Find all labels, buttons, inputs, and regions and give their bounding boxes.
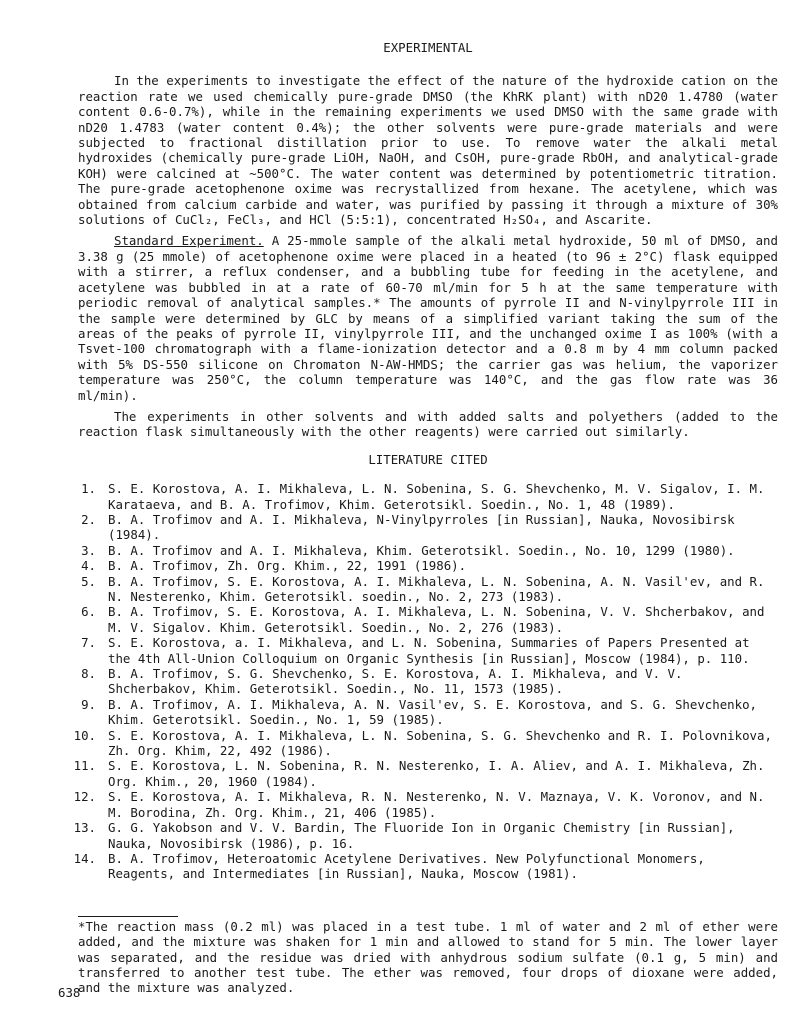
reference-number: 3. xyxy=(81,542,96,558)
reference-number: 8. xyxy=(81,666,96,682)
footnote: *The reaction mass (0.2 ml) was placed in a test tube. 1 ml of water and 2 ml of ether were added, and the mixture was shaken for 1 min and allowed to stand for 5 min. The lower layer was separated, and the residue was dried with anhydrous sodium sulfate (0.1 g, 5 min) and transferred to another test tube. The ether was removed, four drops of dioxane were added, and the mixture was analyzed. xyxy=(78,918,778,996)
reference-text: B. A. Trofimov, S. E. Korostova, A. I. Mikhaleva, L. N. Sobenina, A. N. Vasil'ev, and R. N. Nesterenko, Khim. Geterotsikl. soedin., No. 2, 273 (1983). xyxy=(108,573,765,604)
reference-number: 12. xyxy=(73,789,96,805)
reference-item xyxy=(73,850,778,882)
reference-item xyxy=(78,697,778,728)
reference-number: 7. xyxy=(81,635,96,651)
reference-number: 5. xyxy=(81,573,96,589)
reference-item xyxy=(78,666,778,697)
reference-text: B. A. Trofimov, Zh. Org. Khim., 22, 1991 (1986). xyxy=(108,558,467,574)
reference-text: S. E. Korostova, A. I. Mikhaleva, L. N. Sobenina, S. G. Shevchenko, M. V. Sigalov, I. M. Karataeva, and B. A. Trofimov, Khim. Geterotsikl. Soedin., No. 1, 48 (1989). xyxy=(108,481,765,512)
reference-text: S. E. Korostova, A. I. Mikhaleva, R. N. Nesterenko, N. V. Maznaya, V. K. Voronov, and N. M. Borodina, Zh. Org. Khim., 21, 406 (1985). xyxy=(108,789,765,820)
reference-item xyxy=(78,604,778,635)
reference-text: B. A. Trofimov, S. G. Shevchenko, S. E. Korostova, A. I. Mikhaleva, and V. V. Shcherbakov, Khim. Geterotsikl. Soedin., No. 11, 1573 (1985). xyxy=(108,666,683,697)
reference-text: B. A. Trofimov and A. I. Mikhaleva, N-Vinylpyrroles [in Russian], Nauka, Novosibirsk (1984). xyxy=(108,511,735,543)
standard-experiment-body: A 25-mmole sample of the alkali metal hydroxide, 50 ml of DMSO, and 3.38 g (25 mmole) of acetophenone oxime were placed in a heated (to 96 ± 2°C) flask equipped with a stirrer, a reflux condenser, and a bubbling tube for feeding in the acetylene, and acetylene was bubbled in at a rate of 60-70 ml/min for 5 h at the same temperature with periodic removal of analytical samples.* The amounts of pyrrole II and N-vinylpyrrole III in the sample were determined by GLC by means of a simplified variant taking the sum of the areas of the peaks of pyrrole II, vinylpyrrole III, and the unchanged oxime I as 100% (with a Tsvet-100 chromatograph with a flame-ionization detector and a 0.8 m by 4 mm column packed with 5% DS-550 silicone on Chromaton N-AW-HMDS; the carrier gas was helium, the vaporizer temperature was 250°C, the column temperature was 140°C, and the gas flow rate was 36 ml/min). xyxy=(78,233,778,403)
reference-number: 11. xyxy=(73,758,96,774)
paragraph-standard-experiment xyxy=(78,233,778,402)
reference-item xyxy=(78,481,778,512)
page-number: 638 xyxy=(58,985,81,1000)
literature-cited-title: LITERATURE CITED xyxy=(368,451,488,467)
standard-experiment-label: Standard Experiment. xyxy=(114,233,264,249)
footnote-rule xyxy=(78,916,178,917)
reference-number: 4. xyxy=(81,558,96,574)
reference-item xyxy=(78,512,778,543)
reference-text: S. E. Korostova, A. I. Mikhaleva, L. N. Sobenina, S. G. Shevchenko and R. I. Polovnikova, Zh. Org. Khim, 22, 492 (1986). xyxy=(108,727,772,759)
reference-item xyxy=(78,635,778,666)
reference-text: G. G. Yakobson and V. V. Bardin, The Fluoride Ion in Organic Chemistry [in Russian], Nauka, Novosibirsk (1986), p. 16. xyxy=(108,820,735,851)
reference-text: S. E. Korostova, a. I. Mikhaleva, and L. N. Sobenina, Summaries of Papers Presented at the 4th All-Union Colloquium on Organic Synthesis [in Russian], Moscow (1984), p. 110. xyxy=(108,635,750,666)
reference-number: 6. xyxy=(81,604,96,620)
reference-text: B. A. Trofimov and A. I. Mikhaleva, Khim. Geterotsikl. Soedin., No. 10, 1299 (1980). xyxy=(108,542,735,558)
reference-text: S. E. Korostova, L. N. Sobenina, R. N. Nesterenko, I. A. Aliev, and A. I. Mikhaleva, Zh. Org. Khim., 20, 1960 (1984). xyxy=(108,758,765,789)
section-title: EXPERIMENTAL xyxy=(383,40,473,55)
reference-list xyxy=(73,481,778,882)
reference-text: B. A. Trofimov, Heteroatomic Acetylene Derivatives. New Polyfunctional Monomers, Reagents, and Intermediates [in Russian], Nauka, Moscow (1981). xyxy=(108,850,705,882)
reference-number: 14. xyxy=(73,850,96,866)
reference-text: B. A. Trofimov, A. I. Mikhaleva, A. N. Vasil'ev, S. E. Korostova, and S. G. Shevchenko, Khim. Geterotsikl. Soedin., No. 1, 59 (1985). xyxy=(108,696,758,728)
reference-item xyxy=(73,820,778,851)
reference-item xyxy=(73,789,778,820)
reference-item xyxy=(73,727,778,759)
reference-text: B. A. Trofimov, S. E. Korostova, A. I. Mikhaleva, L. N. Sobenina, V. V. Shcherbakov, and M. V. Sigalov. Khim. Geterotsikl. Soedin., No. 2, 276 (1983). xyxy=(108,604,765,635)
reference-number: 1. xyxy=(81,481,96,497)
reference-item xyxy=(78,543,778,558)
reference-item xyxy=(78,558,778,573)
reference-item xyxy=(73,758,778,789)
reference-number: 13. xyxy=(73,820,96,836)
reference-number: 2. xyxy=(81,511,96,527)
paragraph-other-solvents: The experiments in other solvents and with added salts and polyethers (added to the reaction flask simultaneously with the other reagents) were carried out similarly. xyxy=(78,408,778,440)
page-content xyxy=(73,40,778,1002)
paragraph-materials: In the experiments to investigate the effect of the nature of the hydroxide cation on the reaction rate we used chemically pure-grade DMSO (the KhRK plant) with nD20 1.4780 (water content 0.6-0.7%), while in the remaining experiments we used DMSO with the same grade with nD20 1.4783 (water content 0.4%); the other solvents were pure-grade materials and were subjected to fractional distillation prior to use. To remove water the alkali metal hydroxides (chemically pure-grade LiOH, NaOH, and CsOH, pure-grade RbOH, and analytical-grade KOH) were calcined at ~500°C. The water content was determined by potentiometric titration. The pure-grade acetophenone oxime was recrystallized from hexane. The acetylene, which was obtained from calcium carbide and water, was purified by passing it through a mixture of 30% solutions of CuCl₂, FeCl₃, and HCl (5:5:1), concentrated H₂SO₄, and Ascarite. xyxy=(78,73,778,228)
reference-item xyxy=(78,574,778,605)
reference-number: 9. xyxy=(81,696,96,712)
reference-number: 10. xyxy=(73,727,96,743)
